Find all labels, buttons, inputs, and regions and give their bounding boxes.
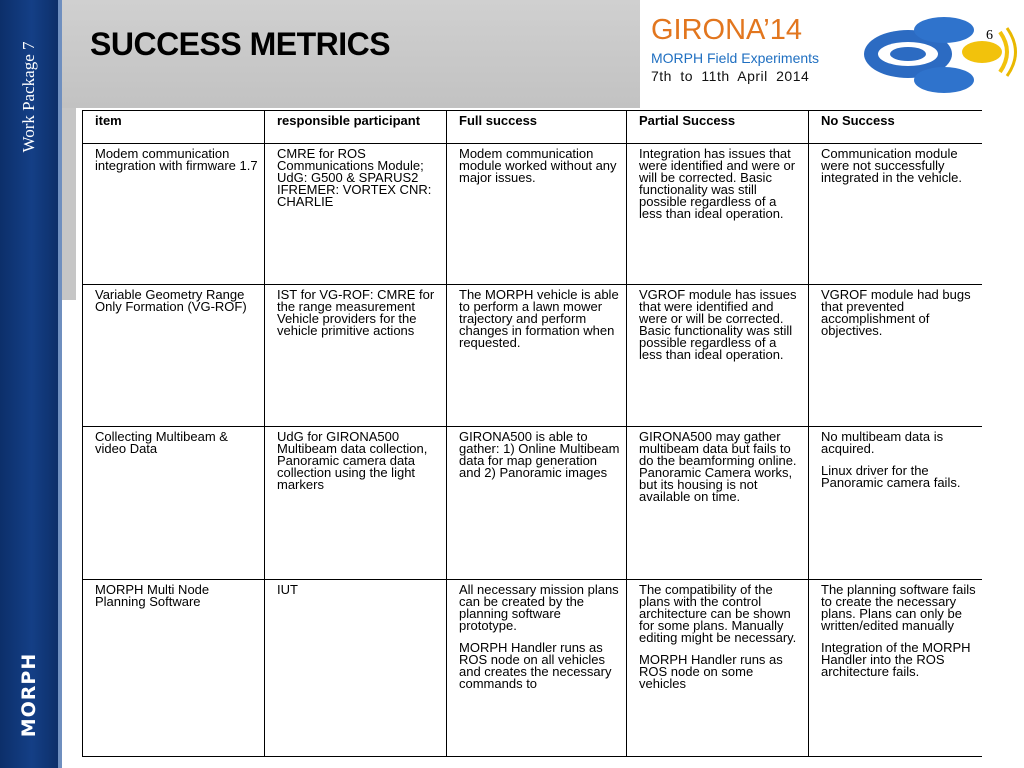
cell-no-success: VGROF module had bugs that prevented accomplishment of objectives.	[809, 285, 983, 427]
morph-logo: MORPH	[18, 652, 40, 738]
cell-no-success: No multibeam data is acquired. Linux driver for the Panoramic camera fails.	[809, 427, 983, 580]
event-subtitle: MORPH Field Experiments	[651, 50, 820, 66]
cell-full-success: GIRONA500 is able to gather: 1) Online Multibeam data for map generation and 2) Panoramic images	[447, 427, 627, 580]
cell-responsible: UdG for GIRONA500 Multibeam data collection, Panoramic camera data collection using the light markers	[265, 427, 447, 580]
event-dates: 7th to 11th April 2014	[651, 68, 810, 84]
cell-item: Variable Geometry Range Only Formation (VG-ROF)	[83, 285, 265, 427]
page-title: SUCCESS METRICS	[90, 26, 391, 62]
header-partial-success: Partial Success	[627, 111, 809, 144]
header-strip	[62, 108, 76, 300]
sidebar	[0, 0, 58, 768]
cell-partial-success: The compatibility of the plans with the control architecture can be shown for some plans. Manually editing might be necessary. MORPH Handler runs as ROS node on some vehicles	[627, 580, 809, 757]
cell-full-success: All necessary mission plans can be created by the planning software prototype. MORPH Handler runs as ROS node on all vehicles and creates the necessary commands to	[447, 580, 627, 757]
table-row	[83, 144, 983, 285]
cell-responsible: IST for VG-ROF: CMRE for the range measurement Vehicle providers for the vehicle primitive actions	[265, 285, 447, 427]
cell-no-success: Communication module were not successfully integrated in the vehicle.	[809, 144, 983, 285]
header-item: item	[83, 111, 265, 144]
table-header-row	[83, 111, 983, 144]
cell-no-success: The planning software fails to create the necessary plans. Plans can only be written/edited manually Integration of the MORPH Handler into the ROS architecture fails.	[809, 580, 983, 757]
cell-responsible: IUT	[265, 580, 447, 757]
cell-item: Modem communication integration with firmware 1.7	[83, 144, 265, 285]
cell-full-success: The MORPH vehicle is able to perform a lawn mower trajectory and perform changes in formation when requested.	[447, 285, 627, 427]
header-no-success: No Success	[809, 111, 983, 144]
header-full-success: Full success	[447, 111, 627, 144]
metrics-table	[82, 110, 982, 757]
cell-partial-success: VGROF module has issues that were identified and were or will be corrected. Basic functionality was still possible regardless of a less than ideal operation.	[627, 285, 809, 427]
header-responsible: responsible participant	[265, 111, 447, 144]
event-title: GIRONA’14	[651, 14, 802, 46]
cell-item: MORPH Multi Node Planning Software	[83, 580, 265, 757]
cell-item: Collecting Multibeam & video Data	[83, 427, 265, 580]
cell-partial-success: Integration has issues that were identified and were or will be corrected. Basic functionality was still possible regardless of a less than ideal operation.	[627, 144, 809, 285]
cell-full-success: Modem communication module worked without any major issues.	[447, 144, 627, 285]
table-row	[83, 427, 983, 580]
event-logo-icon	[862, 14, 1018, 96]
success-metrics-table	[82, 110, 982, 760]
work-package-label: Work Package 7	[19, 41, 38, 153]
cell-partial-success: GIRONA500 may gather multibeam data but fails to do the beamforming online. Panoramic Camera works, but its housing is not available on time.	[627, 427, 809, 580]
cell-responsible: CMRE for ROS Communications Module; UdG: G500 & SPARUS2 IFREMER: VORTEX CNR: CHARLIE	[265, 144, 447, 285]
table-row	[83, 580, 983, 757]
table-row	[83, 285, 983, 427]
page-number: 6	[986, 28, 993, 43]
